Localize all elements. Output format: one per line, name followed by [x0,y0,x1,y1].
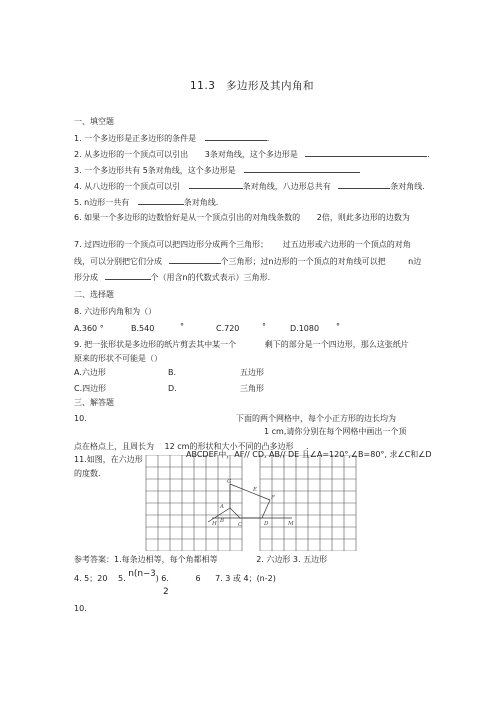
question-text: 形分成 [74,273,98,282]
option-d[interactable]: D.1080 [290,324,320,333]
answer-text: 4. 5；20 [74,574,108,583]
fraction-denominator: 2 [163,587,169,597]
degree-mark: ° [180,322,184,331]
answer-blank[interactable] [338,181,390,189]
punctuation: . [427,150,430,159]
question-text: 1. 一个多边形是正多边形的条件是 [74,134,197,143]
question-10-line-2: 1 cm,请你分别在每个网格中画出一个顶 [264,427,407,436]
point-label: M [288,521,294,527]
question-4 [74,181,425,192]
answer-text: 2. 六边形 3. 五边形 [256,555,328,564]
question-text: 个（用含n的代数式表示）三角形. [150,273,271,282]
page-title: 多边形及其内角和 [226,80,314,92]
answer-blank[interactable] [305,149,427,157]
answer-text: ) 6. [155,574,169,583]
extension-line [208,508,230,522]
question-7-line-3 [74,272,270,283]
hexagon-outline [230,484,270,518]
answer-blank[interactable] [205,133,267,141]
punctuation: . [306,442,309,451]
question-text: 2. 从多边形的一个顶点可以引出 [74,150,189,159]
answer-blank[interactable] [105,272,151,280]
question-text: 点在格点上，且周长为 [74,442,154,451]
question-9-line-1 [74,340,409,350]
question-text: 2倍，则此多边形的边数为 [316,213,410,222]
degree-mark: ° [262,322,266,331]
question-5 [74,197,218,208]
option-b[interactable]: B.540 [131,324,155,333]
question-10-line-1: 下面的两个网格中，每个小正方形的边长均为 [236,414,396,423]
question-text: 5. n边形一共有 [74,198,130,207]
question-text: 个三角形；过n边形的一个顶点的对角线可以把 [220,257,386,266]
option-c[interactable]: C.四边形 [74,384,107,393]
question-text: 过五边形或六边形的一个顶点的对角 [282,240,411,249]
answer-text: 参考答案：1.每条边相等，每个角都相等 [74,555,218,564]
question-11-line-2: 的度数. [74,469,101,478]
answer-blank[interactable] [189,181,243,189]
degree-mark: ° [336,322,340,331]
question-1 [74,133,269,144]
point-label: E [253,487,258,493]
question-7-line-2 [74,256,421,267]
question-3 [74,165,360,176]
question-6 [74,213,410,223]
question-text: 3条对角线，这个多边形是 [204,150,298,159]
question-text: 6. 如果一个多边形的边数恰好是从一个顶点引出的对角线条数的 [74,213,301,222]
option-c[interactable]: C.720 [216,324,240,333]
section-fill-in: 一、填空题 [74,117,114,126]
question-10-number: 10. [74,414,87,423]
point-label: F [271,495,275,501]
answer-key-line-2 [74,569,276,584]
fraction-numerator: n(n−3 [128,569,156,579]
point-label: A [220,504,224,510]
answer-blank[interactable] [169,256,221,264]
option-d-text: 三角形 [240,384,264,393]
lesson-number: 11.3 [190,80,216,92]
answer-blank[interactable] [244,165,360,173]
point-label: D [264,521,269,527]
question-9-line-2: 原来的形状不可能是（） [74,354,162,363]
option-b[interactable]: B. [168,368,177,377]
answer-blank[interactable] [138,197,184,205]
section-solution: 三、解答题 [74,398,114,407]
option-a[interactable]: A.360 ° [74,324,104,333]
section-choice: 二、选择题 [74,290,114,299]
answer-text: 5. [118,574,126,583]
question-2 [74,149,430,160]
option-a[interactable]: A.六边形 [74,368,106,377]
hexagon-figure [200,478,300,528]
answer-key-line-3: 10. [74,604,87,613]
question-text: 剩下的部分是一个四边形，那么这张纸片 [264,340,409,349]
question-text: 3. 一个多边形共有 5条对角线，这个多边形是 [74,166,236,175]
question-11-line-1: ABCDEF中，AF// CD, AB// DE 且∠A=120°,∠B=80°, 求∠C和∠D [186,450,432,459]
question-11-line-1-start: 11.如图，在六边形 [74,455,143,464]
question-text: 条对角线. [183,198,219,207]
question-text: 4. 从八边形的一个顶点可以引 [74,182,181,191]
question-text: 12 cm的形状和大小不同的凸多边形 [164,442,294,451]
punctuation: . [266,134,270,143]
question-text: 条对角线. [390,182,425,191]
answer-key-line-1 [74,555,327,565]
question-7-line-1 [74,240,411,250]
answer-text: 6 [195,574,201,583]
option-b-text: 五边形 [240,368,264,377]
answer-text: 7. 3 或 4；(n-2) [215,574,276,583]
question-8: 8. 六边形内角和为（） [74,307,157,316]
question-text: 线，可以分别把它们分成 [74,257,162,266]
question-text: 9. 把一张形状是多边形的纸片剪去其中某一个 [74,340,237,349]
point-label: C [238,522,243,528]
point-label: B [220,518,225,524]
question-text: n边 [408,257,422,266]
question-text: 条对角线，八边形总共有 [242,182,331,191]
point-label: H [212,521,217,527]
option-d[interactable]: D. [168,384,177,393]
question-text: 7. 过四边形的一个顶点可以把四边形分成两个三角形； [74,240,269,249]
point-label: G [227,479,232,485]
